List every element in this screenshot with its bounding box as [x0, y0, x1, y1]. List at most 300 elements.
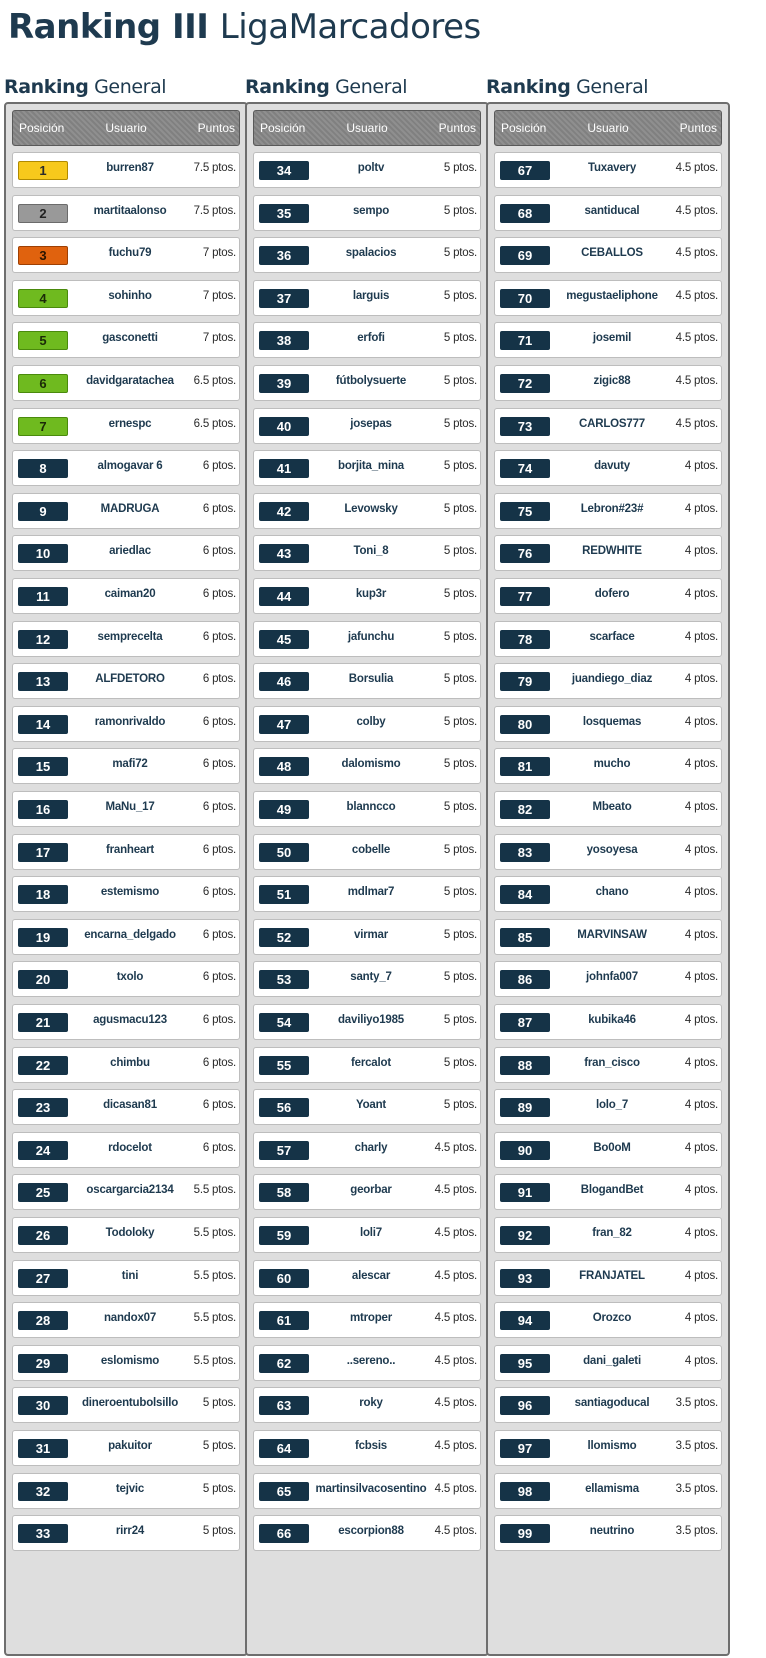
username[interactable]: ..sereno.. — [346, 1355, 396, 1367]
username[interactable]: josepas — [350, 418, 392, 430]
table-row[interactable] — [494, 1515, 722, 1551]
username[interactable]: lolo_7 — [595, 1099, 629, 1111]
username[interactable]: larguis — [352, 290, 390, 302]
points-value: 4.5 ptos. — [434, 1397, 477, 1409]
header-user: Usuario — [346, 121, 388, 135]
username[interactable]: fercalot — [351, 1057, 391, 1069]
username[interactable]: dicasan81 — [103, 1099, 157, 1111]
table-row[interactable] — [12, 578, 240, 614]
table-row[interactable] — [494, 1260, 722, 1296]
table-row[interactable] — [494, 1302, 722, 1338]
position-badge: 50 — [259, 843, 309, 862]
points-value: 5 ptos. — [443, 290, 477, 302]
points-value: 4.5 ptos. — [675, 375, 718, 387]
username[interactable]: santiducal — [584, 205, 640, 217]
points-value: 6 ptos. — [202, 1014, 236, 1026]
table-row[interactable] — [12, 748, 240, 784]
username[interactable]: davidgaratachea — [86, 375, 174, 387]
username[interactable]: ALFDETORO — [95, 673, 165, 685]
table-row[interactable] — [494, 663, 722, 699]
username[interactable]: sempo — [352, 205, 390, 217]
table-row[interactable] — [494, 493, 722, 529]
table-row[interactable] — [253, 663, 481, 699]
points-value: 4.5 ptos. — [434, 1440, 477, 1452]
points-value: 4 ptos. — [684, 1270, 718, 1282]
table-row[interactable] — [12, 663, 240, 699]
position-badge: 41 — [259, 459, 309, 478]
table-row[interactable] — [253, 1302, 481, 1338]
username[interactable]: Borsulia — [348, 673, 394, 685]
position-badge: 72 — [500, 374, 550, 393]
username[interactable]: CARLOS777 — [579, 418, 645, 430]
column-title — [4, 76, 248, 102]
table-row[interactable] — [253, 1174, 481, 1210]
username[interactable]: almogavar 6 — [97, 460, 163, 472]
table-row[interactable] — [253, 876, 481, 912]
table-row[interactable] — [12, 195, 240, 231]
position-badge: 83 — [500, 843, 550, 862]
table-row[interactable] — [253, 280, 481, 316]
table-row[interactable] — [494, 1047, 722, 1083]
table-row[interactable] — [494, 1174, 722, 1210]
position-badge: 35 — [259, 204, 309, 223]
position-badge: 27 — [18, 1269, 68, 1288]
position-badge: 58 — [259, 1183, 309, 1202]
username[interactable]: encarna_delgado — [84, 929, 176, 941]
points-value: 3.5 ptos. — [675, 1440, 718, 1452]
points-value: 4 ptos. — [684, 971, 718, 983]
column-title-light: General — [335, 76, 408, 98]
username[interactable]: yosoyesa — [586, 844, 638, 856]
table-row[interactable] — [12, 493, 240, 529]
position-badge: 65 — [259, 1482, 309, 1501]
points-value: 4 ptos. — [684, 1014, 718, 1026]
table-row[interactable] — [12, 1515, 240, 1551]
table-row[interactable] — [494, 621, 722, 657]
username[interactable]: caiman20 — [104, 588, 156, 600]
username[interactable]: Yoant — [355, 1099, 387, 1111]
table-row[interactable] — [494, 1132, 722, 1168]
points-value: 5 ptos. — [443, 588, 477, 600]
username[interactable]: mtroper — [349, 1312, 393, 1324]
username[interactable]: santiagoducal — [574, 1397, 650, 1409]
table-row[interactable] — [253, 152, 481, 188]
points-value: 4 ptos. — [684, 673, 718, 685]
table-row[interactable] — [494, 791, 722, 827]
table-row[interactable] — [12, 1387, 240, 1423]
username[interactable]: megustaeliphone — [566, 290, 658, 302]
points-value: 4.5 ptos. — [675, 162, 718, 174]
points-value: 6 ptos. — [202, 588, 236, 600]
username[interactable]: kubika46 — [588, 1014, 636, 1026]
points-value: 6.5 ptos. — [193, 375, 236, 387]
table-row[interactable] — [253, 621, 481, 657]
position-badge: 70 — [500, 289, 550, 308]
username[interactable]: nandox07 — [103, 1312, 157, 1324]
column-title-light: General — [94, 76, 167, 98]
username[interactable]: eslomismo — [100, 1355, 160, 1367]
table-row[interactable] — [253, 1089, 481, 1125]
table-row[interactable] — [12, 408, 240, 444]
username[interactable]: ramonrivaldo — [94, 716, 166, 728]
table-row[interactable] — [12, 919, 240, 955]
username[interactable]: chimbu — [110, 1057, 150, 1069]
points-value: 4.5 ptos. — [434, 1184, 477, 1196]
points-value: 7 ptos. — [202, 290, 236, 302]
username[interactable]: mdlmar7 — [347, 886, 395, 898]
points-value: 5 ptos. — [443, 545, 477, 557]
position-badge: 97 — [500, 1439, 550, 1458]
table-row[interactable] — [12, 280, 240, 316]
username[interactable]: colby — [356, 716, 386, 728]
table-row[interactable] — [253, 578, 481, 614]
position-badge: 61 — [259, 1311, 309, 1330]
username[interactable]: MADRUGA — [100, 503, 160, 515]
username[interactable]: dalomismo — [341, 758, 401, 770]
username[interactable]: Bo0oM — [593, 1142, 631, 1154]
points-value: 5 ptos. — [443, 631, 477, 643]
position-badge: 42 — [259, 502, 309, 521]
table-row[interactable] — [494, 237, 722, 273]
table-row[interactable] — [253, 1430, 481, 1466]
points-value: 7.5 ptos. — [193, 205, 236, 217]
position-badge: 66 — [259, 1524, 309, 1543]
position-badge: 47 — [259, 715, 309, 734]
username[interactable]: fran_cisco — [584, 1057, 640, 1069]
header-position: Posición — [260, 121, 306, 135]
table-row[interactable] — [494, 578, 722, 614]
username[interactable]: sohinho — [108, 290, 152, 302]
position-badge: 85 — [500, 928, 550, 947]
table-row[interactable] — [253, 535, 481, 571]
column-title-bold: Ranking — [4, 76, 89, 98]
username[interactable]: fran_82 — [592, 1227, 632, 1239]
points-value: 5 ptos. — [443, 332, 477, 344]
points-value: 7 ptos. — [202, 247, 236, 259]
table-row[interactable] — [494, 1387, 722, 1423]
table-row[interactable] — [494, 1473, 722, 1509]
username[interactable]: txolo — [116, 971, 144, 983]
position-badge: 54 — [259, 1013, 309, 1032]
username[interactable]: Mbeato — [592, 801, 632, 813]
table-row[interactable] — [494, 706, 722, 742]
username[interactable]: martinsilvacosentino — [315, 1483, 427, 1495]
username[interactable]: BlogandBet — [580, 1184, 644, 1196]
username[interactable]: losquemas — [582, 716, 642, 728]
username[interactable]: ernespc — [108, 418, 152, 430]
table-row[interactable] — [12, 1174, 240, 1210]
table-row[interactable] — [253, 365, 481, 401]
table-row[interactable] — [253, 706, 481, 742]
table-row[interactable] — [12, 1430, 240, 1466]
position-badge: 71 — [500, 331, 550, 350]
points-value: 4 ptos. — [684, 588, 718, 600]
username[interactable]: jafunchu — [347, 631, 395, 643]
username[interactable]: franheart — [105, 844, 155, 856]
position-badge: 16 — [18, 800, 68, 819]
table-row[interactable] — [494, 1430, 722, 1466]
username[interactable]: santy_7 — [350, 971, 392, 983]
username[interactable]: Todoloky — [105, 1227, 155, 1239]
position-badge: 59 — [259, 1226, 309, 1245]
points-value: 5 ptos. — [443, 418, 477, 430]
table-row[interactable] — [494, 322, 722, 358]
table-row[interactable] — [253, 195, 481, 231]
username[interactable]: REDWHITE — [582, 545, 642, 557]
points-value: 6 ptos. — [202, 503, 236, 515]
points-value: 5.5 ptos. — [193, 1312, 236, 1324]
points-value: 6 ptos. — [202, 673, 236, 685]
username[interactable]: martitaalonso — [93, 205, 167, 217]
username[interactable]: juandiego_diaz — [571, 673, 653, 685]
position-badge: 52 — [259, 928, 309, 947]
username[interactable]: georbar — [350, 1184, 392, 1196]
position-badge: 15 — [18, 757, 68, 776]
username[interactable]: burren87 — [106, 162, 154, 174]
table-row[interactable] — [253, 791, 481, 827]
table-row[interactable] — [494, 1004, 722, 1040]
table-row[interactable] — [12, 834, 240, 870]
column-title-bold: Ranking — [245, 76, 330, 98]
table-row[interactable] — [12, 1260, 240, 1296]
username[interactable]: estemismo — [100, 886, 160, 898]
username[interactable]: ellamisma — [585, 1483, 639, 1495]
username[interactable]: llomismo — [587, 1440, 637, 1452]
table-row[interactable] — [253, 1260, 481, 1296]
username[interactable]: mafi72 — [112, 758, 148, 770]
ranking-column — [245, 76, 489, 1541]
table-row[interactable] — [494, 961, 722, 997]
position-badge: 87 — [500, 1013, 550, 1032]
table-row[interactable] — [253, 493, 481, 529]
points-value: 4 ptos. — [684, 1312, 718, 1324]
position-badge: 64 — [259, 1439, 309, 1458]
table-row[interactable] — [253, 237, 481, 273]
table-row[interactable] — [494, 1217, 722, 1253]
username[interactable]: Lebron#23# — [580, 503, 644, 515]
username[interactable]: blanncco — [346, 801, 396, 813]
username[interactable]: escorpion88 — [338, 1525, 404, 1537]
username[interactable]: gasconetti — [102, 332, 158, 344]
page-title-bold: Ranking III — [8, 7, 209, 47]
table-row[interactable] — [12, 876, 240, 912]
position-badge: 43 — [259, 544, 309, 563]
username[interactable]: josemil — [592, 332, 632, 344]
points-value: 5 ptos. — [443, 162, 477, 174]
ranking-column — [486, 76, 730, 1541]
username[interactable]: rdocelot — [108, 1142, 152, 1154]
username[interactable]: Orozco — [592, 1312, 632, 1324]
username[interactable]: dofero — [594, 588, 630, 600]
points-value: 5.5 ptos. — [193, 1270, 236, 1282]
position-badge: 91 — [500, 1183, 550, 1202]
table-row[interactable] — [494, 876, 722, 912]
table-row[interactable] — [12, 621, 240, 657]
username[interactable]: fuchu79 — [108, 247, 152, 259]
username[interactable]: zigic88 — [593, 375, 631, 387]
points-value: 5 ptos. — [443, 673, 477, 685]
table-row[interactable] — [253, 834, 481, 870]
username[interactable]: oscargarcia2134 — [86, 1184, 174, 1196]
points-value: 5 ptos. — [443, 929, 477, 941]
username[interactable]: rirr24 — [115, 1525, 145, 1537]
table-row[interactable] — [253, 748, 481, 784]
page-title — [8, 4, 481, 50]
username[interactable]: scarface — [589, 631, 635, 643]
table-header — [253, 110, 481, 146]
table-row[interactable] — [494, 280, 722, 316]
points-value: 6 ptos. — [202, 971, 236, 983]
points-value: 6 ptos. — [202, 1057, 236, 1069]
table-row[interactable] — [253, 919, 481, 955]
table-row[interactable] — [253, 322, 481, 358]
table-row[interactable] — [12, 1089, 240, 1125]
username[interactable]: spalacios — [345, 247, 397, 259]
position-badge: 56 — [259, 1098, 309, 1117]
table-row[interactable] — [494, 450, 722, 486]
username[interactable]: fútbolysuerte — [335, 375, 407, 387]
position-badge: 19 — [18, 928, 68, 947]
username[interactable]: Toni_8 — [353, 545, 389, 557]
username[interactable]: neutrino — [589, 1525, 635, 1537]
points-value: 5 ptos. — [443, 971, 477, 983]
username[interactable]: cobelle — [351, 844, 391, 856]
username[interactable]: virmar — [354, 929, 388, 941]
table-row[interactable] — [12, 1217, 240, 1253]
points-value: 5 ptos. — [443, 886, 477, 898]
table-row[interactable] — [253, 450, 481, 486]
table-row[interactable] — [12, 1302, 240, 1338]
position-badge: 29 — [18, 1354, 68, 1373]
username[interactable]: daviliyo1985 — [337, 1014, 404, 1026]
username[interactable]: MARVINSAW — [577, 929, 647, 941]
table-row[interactable] — [12, 1004, 240, 1040]
position-badge: 78 — [500, 630, 550, 649]
username[interactable]: poltv — [357, 162, 385, 174]
points-value: 5.5 ptos. — [193, 1184, 236, 1196]
username[interactable]: charly — [354, 1142, 388, 1154]
username[interactable]: FRANJATEL — [579, 1270, 645, 1282]
table-row[interactable] — [12, 1132, 240, 1168]
username[interactable]: chano — [595, 886, 629, 898]
position-badge: 99 — [500, 1524, 550, 1543]
position-badge: 53 — [259, 970, 309, 989]
username[interactable]: tejvic — [115, 1483, 145, 1495]
points-value: 4.5 ptos. — [675, 332, 718, 344]
username[interactable]: dani_galeti — [583, 1355, 641, 1367]
table-row[interactable] — [12, 961, 240, 997]
table-row[interactable] — [12, 450, 240, 486]
table-row[interactable] — [494, 365, 722, 401]
points-value: 4 ptos. — [684, 631, 718, 643]
username[interactable]: roky — [359, 1397, 383, 1409]
username[interactable]: alescar — [351, 1270, 391, 1282]
table-row[interactable] — [253, 961, 481, 997]
username[interactable]: dineroentubolsillo — [81, 1397, 179, 1409]
table-row[interactable] — [494, 919, 722, 955]
position-badge: 39 — [259, 374, 309, 393]
points-value: 5 ptos. — [443, 801, 477, 813]
username[interactable]: borjita_mina — [338, 460, 404, 472]
table-row[interactable] — [253, 408, 481, 444]
position-badge: 98 — [500, 1482, 550, 1501]
position-badge: 5 — [18, 331, 68, 350]
column-title-bold: Ranking — [486, 76, 571, 98]
points-value: 3.5 ptos. — [675, 1483, 718, 1495]
table-row[interactable] — [494, 535, 722, 571]
table-row[interactable] — [494, 834, 722, 870]
header-points: Puntos — [438, 121, 476, 135]
table-row[interactable] — [494, 152, 722, 188]
position-badge: 22 — [18, 1056, 68, 1075]
table-row[interactable] — [253, 1047, 481, 1083]
table-row[interactable] — [494, 408, 722, 444]
ranking-panel — [4, 102, 248, 1656]
table-row[interactable] — [12, 1047, 240, 1083]
table-row[interactable] — [494, 1089, 722, 1125]
username[interactable]: CEBALLOS — [581, 247, 643, 259]
username[interactable]: kup3r — [355, 588, 387, 600]
username[interactable]: fcbsis — [354, 1440, 388, 1452]
username[interactable]: agusmacu123 — [93, 1014, 167, 1026]
table-row[interactable] — [12, 365, 240, 401]
table-row[interactable] — [494, 748, 722, 784]
table-row[interactable] — [12, 535, 240, 571]
table-row[interactable] — [12, 1473, 240, 1509]
position-badge: 57 — [259, 1141, 309, 1160]
username[interactable]: tini — [121, 1270, 139, 1282]
table-row[interactable] — [12, 791, 240, 827]
position-badge: 6 — [18, 374, 68, 393]
username[interactable]: pakuitor — [108, 1440, 152, 1452]
points-value: 5 ptos. — [202, 1525, 236, 1537]
table-row[interactable] — [12, 237, 240, 273]
table-row[interactable] — [12, 1345, 240, 1381]
points-value: 5 ptos. — [443, 205, 477, 217]
table-row[interactable] — [12, 322, 240, 358]
table-row[interactable] — [253, 1387, 481, 1423]
username[interactable]: Levowsky — [344, 503, 398, 515]
table-row[interactable] — [12, 152, 240, 188]
username[interactable]: semprecelta — [97, 631, 163, 643]
username[interactable]: MaNu_17 — [105, 801, 155, 813]
position-badge: 3 — [18, 246, 68, 265]
table-row[interactable] — [253, 1004, 481, 1040]
position-badge: 81 — [500, 757, 550, 776]
username[interactable]: erfofi — [357, 332, 385, 344]
table-row[interactable] — [253, 1345, 481, 1381]
table-row[interactable] — [253, 1515, 481, 1551]
points-value: 5 ptos. — [443, 844, 477, 856]
username[interactable]: johnfa007 — [586, 971, 638, 983]
username[interactable]: mucho — [593, 758, 631, 770]
table-row[interactable] — [253, 1473, 481, 1509]
position-badge: 21 — [18, 1013, 68, 1032]
table-row[interactable] — [494, 1345, 722, 1381]
table-row[interactable] — [12, 706, 240, 742]
table-row[interactable] — [494, 195, 722, 231]
username[interactable]: davuty — [594, 460, 630, 472]
username[interactable]: loli7 — [359, 1227, 382, 1239]
points-value: 4 ptos. — [684, 844, 718, 856]
username[interactable]: ariedlac — [109, 545, 151, 557]
table-row[interactable] — [253, 1132, 481, 1168]
position-badge: 34 — [259, 161, 309, 180]
points-value: 6 ptos. — [202, 1099, 236, 1111]
username[interactable]: Tuxavery — [587, 162, 637, 174]
table-row[interactable] — [253, 1217, 481, 1253]
points-value: 4 ptos. — [684, 716, 718, 728]
